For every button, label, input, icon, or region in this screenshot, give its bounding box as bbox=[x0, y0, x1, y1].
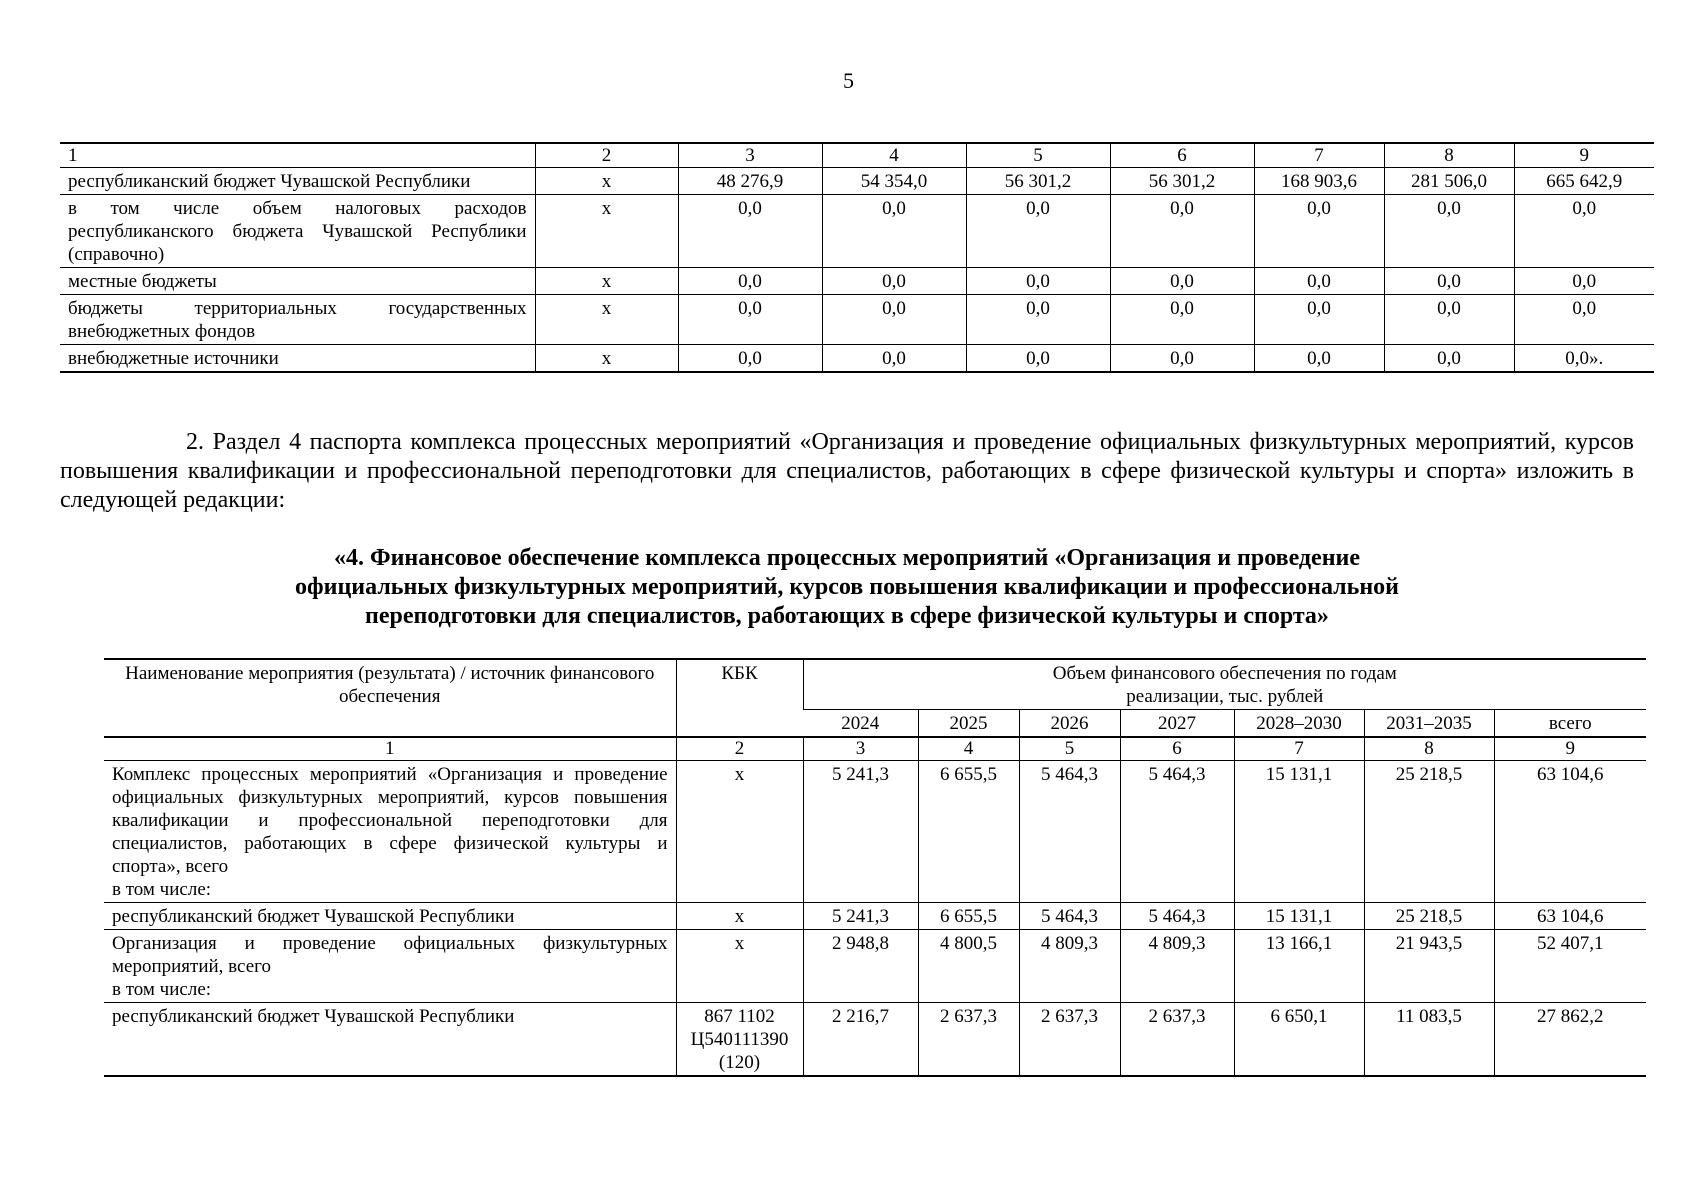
header-year: всего bbox=[1494, 710, 1646, 738]
row-value: 2 637,3 bbox=[918, 1003, 1019, 1077]
column-number: 9 bbox=[1514, 143, 1654, 168]
row-value: x bbox=[535, 295, 678, 345]
row-value: 13 166,1 bbox=[1234, 930, 1364, 1003]
row-value: x bbox=[535, 345, 678, 373]
row-value: 0,0 bbox=[1254, 295, 1384, 345]
row-value: x bbox=[535, 168, 678, 195]
header-year: 2024 bbox=[803, 710, 918, 738]
row-value: 0,0 bbox=[1514, 268, 1654, 295]
row-name: в том числе объем налоговых расходов республиканского бюджета Чувашской Республики (справочно) bbox=[60, 195, 535, 268]
row-value: 63 104,6 bbox=[1494, 903, 1646, 930]
row-value: 0,0». bbox=[1514, 345, 1654, 373]
table-row bbox=[104, 930, 1646, 1003]
row-value: 5 241,3 bbox=[803, 761, 918, 903]
row-name: республиканский бюджет Чувашской Республики bbox=[60, 168, 535, 195]
row-value: 0,0 bbox=[966, 268, 1110, 295]
row-value: 0,0 bbox=[1384, 268, 1514, 295]
row-value: 4 809,3 bbox=[1120, 930, 1234, 1003]
row-value: 56 301,2 bbox=[966, 168, 1110, 195]
row-value: 54 354,0 bbox=[822, 168, 966, 195]
row-value: 5 464,3 bbox=[1120, 903, 1234, 930]
row-name: республиканский бюджет Чувашской Республики bbox=[112, 1006, 515, 1027]
column-number: 3 bbox=[803, 737, 918, 761]
row-value: 52 407,1 bbox=[1494, 930, 1646, 1003]
row-value: 0,0 bbox=[1110, 268, 1254, 295]
row-name-cell bbox=[104, 1003, 676, 1077]
row-name-sub: в том числе: bbox=[112, 979, 212, 1000]
row-value: 0,0 bbox=[1384, 195, 1514, 268]
row-value: 4 800,5 bbox=[918, 930, 1019, 1003]
header-year: 2028–2030 bbox=[1234, 710, 1364, 738]
continuation-table bbox=[60, 142, 1654, 373]
column-number: 3 bbox=[678, 143, 822, 168]
column-number: 7 bbox=[1254, 143, 1384, 168]
row-value: 63 104,6 bbox=[1494, 761, 1646, 903]
row-value: 11 083,5 bbox=[1364, 1003, 1494, 1077]
row-value: 2 948,8 bbox=[803, 930, 918, 1003]
row-value: 5 464,3 bbox=[1019, 903, 1120, 930]
row-value: 0,0 bbox=[822, 195, 966, 268]
row-value: 25 218,5 bbox=[1364, 903, 1494, 930]
row-value: 0,0 bbox=[1514, 195, 1654, 268]
row-value: 0,0 bbox=[1384, 295, 1514, 345]
column-number: 7 bbox=[1234, 737, 1364, 761]
row-value: 0,0 bbox=[1110, 295, 1254, 345]
row-value: 665 642,9 bbox=[1514, 168, 1654, 195]
table-row bbox=[60, 168, 1654, 195]
row-value: 0,0 bbox=[966, 295, 1110, 345]
column-number: 2 bbox=[535, 143, 678, 168]
row-value: 0,0 bbox=[1254, 268, 1384, 295]
column-number: 1 bbox=[104, 737, 676, 761]
row-value: 0,0 bbox=[678, 345, 822, 373]
row-name: Организация и проведение официальных физкультурных мероприятий, всего bbox=[112, 933, 668, 977]
row-value: 0,0 bbox=[822, 268, 966, 295]
row-value: 5 464,3 bbox=[1120, 761, 1234, 903]
row-value: 0,0 bbox=[1254, 195, 1384, 268]
row-value: 15 131,1 bbox=[1234, 761, 1364, 903]
header-name: Наименование мероприятия (результата) / источник финансового обеспечения bbox=[104, 659, 676, 737]
table-row bbox=[104, 903, 1646, 930]
row-name-sub: в том числе: bbox=[112, 879, 212, 900]
table-row bbox=[104, 1003, 1646, 1077]
column-number: 6 bbox=[1110, 143, 1254, 168]
row-name-cell bbox=[104, 903, 676, 930]
column-number: 5 bbox=[1019, 737, 1120, 761]
row-value: x bbox=[535, 268, 678, 295]
row-value: 0,0 bbox=[1110, 195, 1254, 268]
row-name-cell bbox=[104, 761, 676, 903]
row-value: 6 655,5 bbox=[918, 903, 1019, 930]
row-value: 15 131,1 bbox=[1234, 903, 1364, 930]
finance-table bbox=[104, 658, 1646, 1077]
row-name-cell bbox=[104, 930, 676, 1003]
column-number: 6 bbox=[1120, 737, 1234, 761]
row-value: 2 637,3 bbox=[1019, 1003, 1120, 1077]
row-kbk: x bbox=[676, 761, 803, 903]
column-number-row bbox=[60, 143, 1654, 168]
row-value: 6 650,1 bbox=[1234, 1003, 1364, 1077]
row-value: 0,0 bbox=[822, 345, 966, 373]
column-number: 8 bbox=[1364, 737, 1494, 761]
column-number: 4 bbox=[822, 143, 966, 168]
row-value: 5 241,3 bbox=[803, 903, 918, 930]
table-row bbox=[60, 195, 1654, 268]
header-year: 2025 bbox=[918, 710, 1019, 738]
page-number: 5 bbox=[843, 68, 854, 93]
table-row bbox=[60, 295, 1654, 345]
table-row bbox=[60, 268, 1654, 295]
row-value: 48 276,9 bbox=[678, 168, 822, 195]
column-number: 2 bbox=[676, 737, 803, 761]
row-value: 0,0 bbox=[1254, 345, 1384, 373]
row-kbk: x bbox=[676, 903, 803, 930]
row-name: республиканский бюджет Чувашской Республики bbox=[112, 906, 515, 927]
row-kbk: x bbox=[676, 930, 803, 1003]
amendment-paragraph: 2. Раздел 4 паспорта комплекса процессных мероприятий «Организация и проведение официальных физкультурных мероприятий, курсов повышения квалификации и профессиональной переподготовки для специалистов, работающих в сфере физической культуры и спорта» изложить в следующей редакции: bbox=[60, 429, 1634, 513]
row-value: 0,0 bbox=[678, 295, 822, 345]
row-value: 4 809,3 bbox=[1019, 930, 1120, 1003]
row-value: 2 637,3 bbox=[1120, 1003, 1234, 1077]
column-number: 8 bbox=[1384, 143, 1514, 168]
column-number: 5 bbox=[966, 143, 1110, 168]
row-value: 0,0 bbox=[678, 268, 822, 295]
row-value: 168 903,6 bbox=[1254, 168, 1384, 195]
row-value: 0,0 bbox=[678, 195, 822, 268]
row-value: 281 506,0 bbox=[1384, 168, 1514, 195]
column-number: 9 bbox=[1494, 737, 1646, 761]
column-number: 1 bbox=[60, 143, 535, 168]
row-value: x bbox=[535, 195, 678, 268]
row-value: 0,0 bbox=[1110, 345, 1254, 373]
table-row bbox=[104, 761, 1646, 903]
row-value: 0,0 bbox=[1384, 345, 1514, 373]
table-row bbox=[60, 345, 1654, 373]
column-number: 4 bbox=[918, 737, 1019, 761]
row-name: бюджеты территориальных государственных внебюджетных фондов bbox=[60, 295, 535, 345]
row-value: 0,0 bbox=[1514, 295, 1654, 345]
row-name: внебюджетные источники bbox=[60, 345, 535, 373]
row-value: 5 464,3 bbox=[1019, 761, 1120, 903]
column-number-row bbox=[104, 737, 1646, 761]
row-name: местные бюджеты bbox=[60, 268, 535, 295]
row-value: 0,0 bbox=[966, 345, 1110, 373]
row-value: 27 862,2 bbox=[1494, 1003, 1646, 1077]
row-value: 25 218,5 bbox=[1364, 761, 1494, 903]
header-year: 2026 bbox=[1019, 710, 1120, 738]
row-value: 56 301,2 bbox=[1110, 168, 1254, 195]
row-value: 0,0 bbox=[966, 195, 1110, 268]
header-volume: Объем финансового обеспечения по годам реализации, тыс. рублей bbox=[803, 659, 1646, 710]
row-value: 0,0 bbox=[822, 295, 966, 345]
row-value: 21 943,5 bbox=[1364, 930, 1494, 1003]
row-value: 2 216,7 bbox=[803, 1003, 918, 1077]
row-kbk: 867 1102 Ц540111390 (120) bbox=[676, 1003, 803, 1077]
header-year: 2031–2035 bbox=[1364, 710, 1494, 738]
section-heading: «4. Финансовое обеспечение комплекса процессных мероприятий «Организация и проведение официальных физкультурных мероприятий, курсов повышения квалификации и профессиональной переподготовки для специалистов, работающих в сфере физической культуры и спорта» bbox=[295, 545, 1399, 629]
row-value: 6 655,5 bbox=[918, 761, 1019, 903]
header-year: 2027 bbox=[1120, 710, 1234, 738]
header-kbk: КБК bbox=[676, 659, 803, 737]
row-name: Комплекс процессных мероприятий «Организация и проведение официальных физкультурных мероприятий, курсов повышения квалификации и профессиональной переподготовки для специалистов, работающих в сфере физической культуры и спорта», всего bbox=[112, 764, 668, 877]
